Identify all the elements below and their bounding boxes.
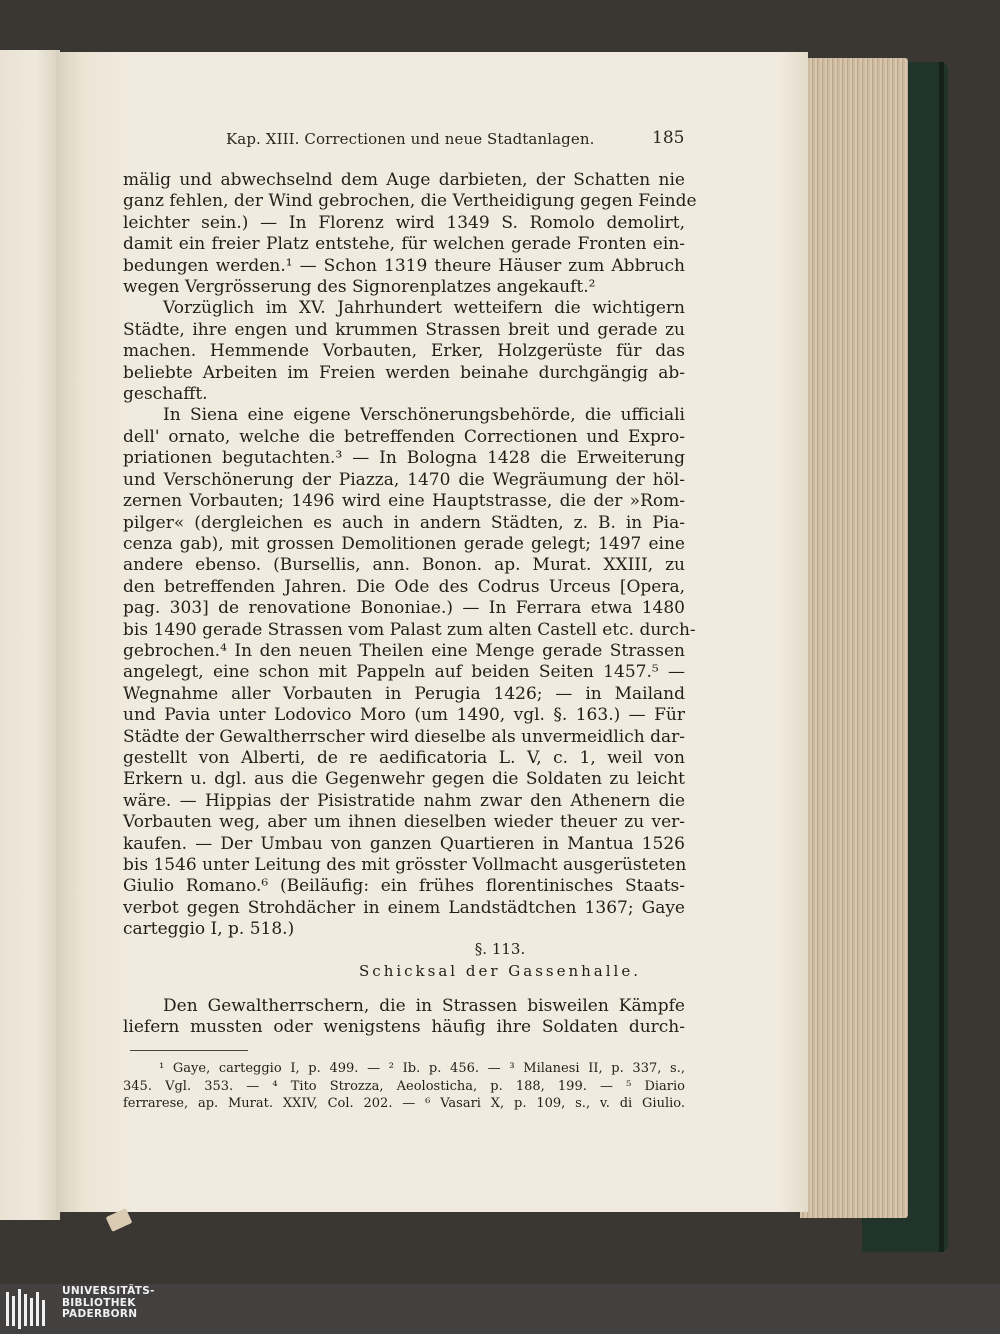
- footnote-line: ¹ Gaye, carteggio I, p. 499. — ² Ib. p. 456. — ³ Milanesi II, p. 337, s.,: [159, 1061, 685, 1076]
- text-line: beliebte Arbeiten im Freien werden beinahe durchgängig ab-: [123, 362, 685, 383]
- text-line: angelegt, eine schon mit Pappeln auf beiden Seiten 1457.⁵ —: [123, 662, 685, 683]
- text-line: den betreffenden Jahren. Die Ode des Codrus Urceus [Opera,: [123, 576, 685, 597]
- text-line: mälig und abwechselnd dem Auge darbieten, der Schatten nie: [123, 170, 685, 190]
- running-title: Kap. XIII. Correctionen und neue Stadtanlagen.: [226, 130, 595, 148]
- text-line: bis 1490 gerade Strassen vom Palast zum alten Castell etc. durch-: [123, 619, 696, 640]
- library-name-line: PADERBORN: [62, 1308, 138, 1320]
- facing-page: [0, 50, 60, 1220]
- page-number: 185: [652, 128, 685, 148]
- text-line: geschafft.: [123, 384, 208, 405]
- text-line: gestellt von Alberti, de re aedificatoria L. V, c. 1, weil von: [123, 747, 685, 768]
- text-line: wäre. — Hippias der Pisistratide nahm zwar den Athenern die: [123, 790, 685, 811]
- section-number: §. 113.: [474, 940, 526, 958]
- text-line: und Verschönerung der Piazza, 1470 die Wegräumung der höl-: [123, 469, 685, 490]
- text-line: bis 1546 unter Leitung des mit grösster Vollmacht ausgerüsteten: [123, 855, 687, 875]
- text-line: machen. Hemmende Vorbauten, Erker, Holzgerüste für das: [123, 341, 685, 362]
- text-line: Wegnahme aller Vorbauten in Perugia 1426; — in Mailand: [123, 683, 685, 704]
- library-name-line: UNIVERSITÄTS-: [62, 1285, 155, 1297]
- text-line: Vorbauten weg, aber um ihnen dieselben wieder theuer zu ver-: [123, 812, 685, 833]
- text-line: pilger« (dergleichen es auch in andern Städten, z. B. in Pia-: [123, 512, 685, 533]
- text-line: ganz fehlen, der Wind gebrochen, die Vertheidigung gegen Feinde: [123, 191, 697, 212]
- text-line: Den Gewaltherrschern, die in Strassen bisweilen Kämpfe: [163, 996, 685, 1016]
- text-line: und Pavia unter Lodovico Moro (um 1490, vgl. §. 163.) — Für: [123, 705, 685, 726]
- text-line: liefern mussten oder wenigstens häufig ihre Soldaten durch-: [123, 1017, 685, 1038]
- text-line: zernen Vorbauten; 1496 wird eine Hauptstrasse, die der »Rom-: [123, 491, 685, 512]
- section-title: Schicksal der Gassenhalle.: [359, 962, 641, 980]
- text-line: carteggio I, p. 518.): [123, 919, 295, 940]
- page-edges: [800, 58, 908, 1218]
- text-line: Städte, ihre engen und krummen Strassen breit und gerade zu: [123, 319, 685, 340]
- library-name-line: BIBLIOTHEK: [62, 1296, 136, 1309]
- footnotes: [123, 1060, 685, 1113]
- text-line: dell' ornato, welche die betreffenden Correctionen und Expro-: [123, 426, 685, 447]
- footnote-line: ferrarese, ap. Murat. XXIV, Col. 202. — ⁶ Vasari X, p. 109, s., v. di Giulio.: [123, 1096, 685, 1111]
- footnote-line: 345. Vgl. 353. — ⁴ Tito Strozza, Aeolosticha, p. 188, 199. — ⁵ Diario: [123, 1078, 685, 1094]
- body-text: [123, 170, 697, 941]
- text-line: verbot gegen Strohdächer in einem Landstädtchen 1367; Gaye: [123, 897, 685, 918]
- text-line: pag. 303] de renovatione Bononiae.) — In Ferrara etwa 1480: [123, 598, 685, 619]
- section-body-text: [123, 996, 685, 1039]
- text-line: In Siena eine eigene Verschönerungsbehörde, die ufficiali: [163, 405, 685, 426]
- text-line: kaufen. — Der Umbau von ganzen Quartieren in Mantua 1526: [123, 833, 685, 854]
- library-name: [62, 1286, 155, 1321]
- text-line: Städte der Gewaltherrscher wird dieselbe als unvermeidlich dar-: [123, 726, 685, 747]
- text-line: bedungen werden.¹ — Schon 1319 theure Häuser zum Abbruch: [123, 255, 685, 276]
- library-logo-icon: [4, 1286, 54, 1332]
- text-line: leichter sein.) — In Florenz wird 1349 S. Romolo demolirt,: [123, 212, 685, 233]
- text-line: damit ein freier Platz entstehe, für welchen gerade Fronten ein-: [123, 234, 685, 255]
- text-line: priationen begutachten.³ — In Bologna 1428 die Erweiterung: [123, 448, 685, 469]
- text-line: gebrochen.⁴ In den neuen Theilen eine Menge gerade Strassen: [123, 640, 685, 661]
- text-line: Vorzüglich im XV. Jahrhundert wetteifern die wichtigern: [163, 298, 685, 319]
- text-line: andere ebenso. (Bursellis, ann. Bonon. ap. Murat. XXIII, zu: [123, 555, 685, 576]
- text-line: Erkern u. dgl. aus die Gegenwehr gegen die Soldaten zu leicht: [123, 769, 685, 790]
- text-line: cenza gab), mit grossen Demolitionen gerade gelegt; 1497 eine: [123, 533, 685, 554]
- text-line: Giulio Romano.⁶ (Beiläufig: ein frühes florentinisches Staats-: [123, 876, 685, 897]
- footnote-rule: [130, 1050, 248, 1051]
- text-line: wegen Vergrösserung des Signorenplatzes angekauft.²: [123, 277, 596, 298]
